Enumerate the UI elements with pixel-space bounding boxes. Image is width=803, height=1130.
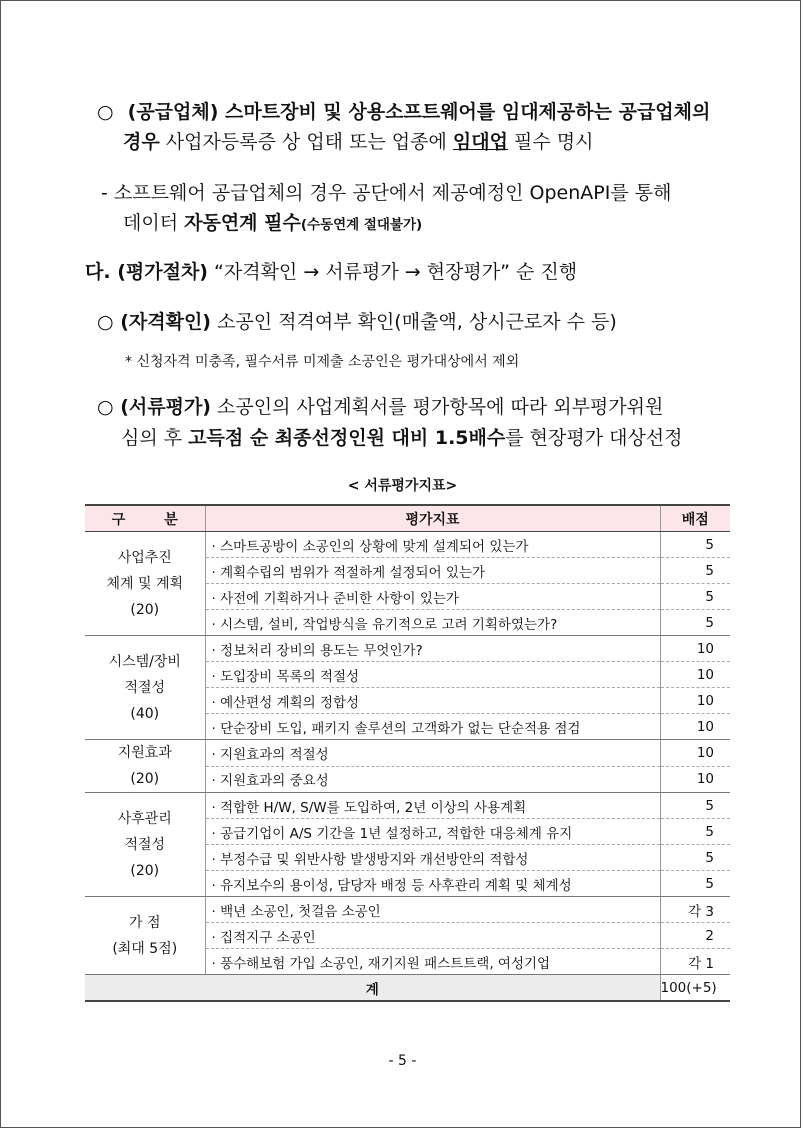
software-supplier-paragraph <box>101 181 671 205</box>
category-label: 적절성 <box>124 836 166 853</box>
indicator-cell: · 부정수급 및 위반사항 발생방지와 개선방안의 적합성 <box>205 845 660 871</box>
supplier-line2-end: 필수 명시 <box>507 131 594 153</box>
document-evaluation-line2 <box>121 426 683 450</box>
score-cell: 5 <box>660 793 730 819</box>
category-cell <box>85 532 205 636</box>
doc-line2-bold: 고득점 순 최종선정인원 대비 1.5배수 <box>188 427 506 449</box>
software-line2-pre: 데이터 <box>123 212 185 234</box>
category-label: 시스템/장비 <box>108 653 181 670</box>
category-label: 적절성 <box>124 679 166 696</box>
auto-link-required: 자동연계 필수 <box>184 212 301 234</box>
category-label: (40) <box>130 705 160 722</box>
score-cell: 10 <box>660 636 730 662</box>
header-indicator: 평가지표 <box>205 505 660 532</box>
score-cell: 각 3 <box>660 897 730 923</box>
table-header-row <box>85 505 730 532</box>
category-label: 체계 및 계획 <box>106 575 184 592</box>
indicator-cell: · 예산편성 계획의 정합성 <box>205 688 660 714</box>
score-cell: 5 <box>660 584 730 610</box>
document-evaluation-lead: (서류평가) <box>113 396 211 418</box>
score-cell: 2 <box>660 923 730 949</box>
qualification-paragraph <box>97 310 617 334</box>
category-label: (20) <box>130 771 160 787</box>
indicator-cell: · 유지보수의 용이성, 담당자 배정 등 사후관리 계획 및 체계성 <box>205 871 660 897</box>
evaluation-procedure-heading <box>85 260 577 284</box>
heading-rest: “자격확인 → 서류평가 → 현장평가” 순 진행 <box>207 261 578 283</box>
indicator-cell: · 지원효과의 중요성 <box>205 766 660 793</box>
rental-business-underlined: 임대업 <box>452 131 508 153</box>
score-cell: 5 <box>660 871 730 897</box>
dash-bullet: - <box>101 182 108 204</box>
score-cell: 10 <box>660 766 730 793</box>
indicator-cell: · 적합한 H/W, S/W를 도입하여, 2년 이상의 사용계획 <box>205 793 660 819</box>
score-cell: 5 <box>660 558 730 584</box>
score-cell: 5 <box>660 819 730 845</box>
heading-lead: (평가절차) <box>110 261 208 283</box>
category-cell <box>85 636 205 740</box>
table-caption: < 서류평가지표> <box>347 478 458 494</box>
table-row <box>85 532 730 558</box>
category-label: (최대 5점) <box>112 940 178 957</box>
qualification-rest: 소공인 적격여부 확인(매출액, 상시근로자 수 등) <box>211 311 617 333</box>
document-evaluation-paragraph <box>97 395 663 419</box>
indicator-cell: · 풍수해보험 가입 소공인, 재기지원 패스트트랙, 여성기업 <box>205 949 660 975</box>
indicator-cell: · 공급기업이 A/S 기간을 1년 설정하고, 적합한 대응체계 유지 <box>205 819 660 845</box>
score-cell: 10 <box>660 714 730 740</box>
indicator-cell: · 정보처리 장비의 용도는 무엇인가? <box>205 636 660 662</box>
table-row <box>85 793 730 819</box>
bullet-circle: ○ <box>97 396 114 418</box>
category-cell <box>85 897 205 975</box>
indicator-cell: · 사전에 기획하거나 준비한 사항이 있는가 <box>205 584 660 610</box>
supplier-paragraph <box>97 100 710 124</box>
supplier-lead: (공급업체) <box>127 101 219 123</box>
score-cell: 5 <box>660 532 730 558</box>
manual-link-prohibited: (수동연계 절대불가) <box>300 217 423 233</box>
category-label: 사업추진 <box>117 549 172 566</box>
indicator-cell: · 스마트공방이 소공인의 상황에 맞게 설계되어 있는가 <box>205 532 660 558</box>
doc-line2-pre: 심의 후 <box>121 427 189 449</box>
score-cell: 10 <box>660 688 730 714</box>
supplier-line1: 스마트장비 및 상용소프트웨어를 임대제공하는 공급업체의 <box>218 101 711 123</box>
total-score: 100(+5) <box>660 975 730 1002</box>
qualification-lead: (자격확인) <box>113 311 211 333</box>
score-cell: 5 <box>660 845 730 871</box>
document-evaluation-table <box>85 504 730 1002</box>
category-cell <box>85 740 205 793</box>
header-category: 구 분 <box>85 505 205 532</box>
category-label: 지원효과 <box>117 745 172 761</box>
qualification-note: * 신청자격 미충족, 필수서류 미제출 소공인은 평가대상에서 제외 <box>125 354 520 370</box>
indicator-cell: · 시스템, 설비, 작업방식을 유기적으로 고려 기획하였는가? <box>205 610 660 636</box>
table-body <box>85 532 730 1002</box>
score-cell: 10 <box>660 740 730 767</box>
page-number: - 5 - <box>388 1053 417 1069</box>
table-row <box>85 636 730 662</box>
category-label: (20) <box>130 601 160 618</box>
indicator-cell: · 백년 소공인, 첫걸음 소공인 <box>205 897 660 923</box>
supplier-line2-bold: 경우 <box>123 131 160 153</box>
category-label: 가 점 <box>129 914 161 931</box>
category-label: 사후관리 <box>117 810 172 827</box>
bullet-circle: ○ <box>97 311 114 333</box>
category-cell <box>85 793 205 897</box>
indicator-cell: · 계획수립의 범위가 적절하게 설정되어 있는가 <box>205 558 660 584</box>
supplier-paragraph-line2 <box>123 130 593 154</box>
bullet-circle: ○ <box>97 101 114 123</box>
category-label: (20) <box>130 862 160 879</box>
table-row <box>85 740 730 767</box>
doc-line2-end: 를 현장평가 대상선정 <box>505 427 683 449</box>
indicator-cell: · 집적지구 소공인 <box>205 923 660 949</box>
table-row <box>85 897 730 923</box>
document-evaluation-line1: 소공인의 사업계획서를 평가항목에 따라 외부평가위원 <box>211 396 664 418</box>
indicator-cell: · 도입장비 목록의 적절성 <box>205 662 660 688</box>
indicator-cell: · 단순장비 도입, 패키지 솔루션의 고객화가 없는 단순적용 점검 <box>205 714 660 740</box>
score-cell: 각 1 <box>660 949 730 975</box>
software-supplier-line2 <box>123 211 422 237</box>
supplier-line2-mid: 사업자등록증 상 업태 또는 업종에 <box>159 131 453 153</box>
heading-label: 다. <box>85 261 111 283</box>
indicator-cell: · 지원효과의 적절성 <box>205 740 660 767</box>
total-label: 계 <box>85 975 660 1002</box>
header-score: 배점 <box>660 505 730 532</box>
total-row <box>85 975 730 1002</box>
score-cell: 10 <box>660 662 730 688</box>
software-line1: 소프트웨어 공급업체의 경우 공단에서 제공예정인 OpenAPI를 통해 <box>107 182 672 204</box>
score-cell: 5 <box>660 610 730 636</box>
